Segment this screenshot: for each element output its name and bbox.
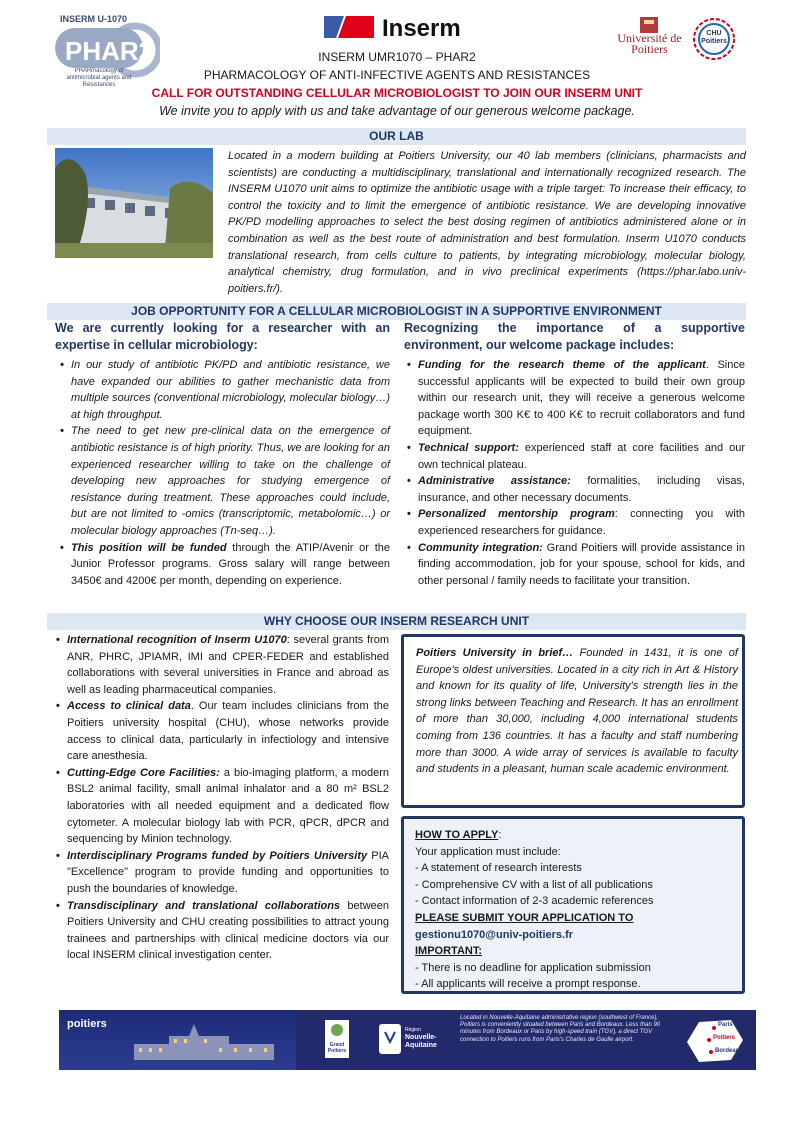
list-item: • The need to get new pre-clinical data on the emergence of antibiotic resistance is of high priority. Thus, we are looking for an experienced researcher willing to take on the challenge of developing new approaches for studying emergence of resistance during treatment. These approaches could include, but are not limited to -omics (transcriptomic, metabolomic…) or molecular biology approaches (Tn-seq…). [59, 423, 390, 539]
inserm-logo [322, 14, 474, 40]
unit-fullname: PHARMACOLOGY OF ANTI-INFECTIVE AGENTS AND RESISTANCES [203, 68, 591, 82]
lab-building-photo [55, 148, 213, 258]
list-item: • Administrative assistance: formalities, including visas, insurance, and other necessary documents. [406, 473, 745, 506]
why-list [55, 632, 389, 964]
how-to-apply-box [401, 816, 745, 994]
footer-location-text: Located in Nouvelle-Aquitaine administrative region (southwest of France), Poitiers is conveniently situated between Paris and Bordeaux. Less than 90 minutes from Bordeaux or Paris by high-speed train (TGV), a direct TGV connection to Poitiers runs from Paris's Charles de Gaulle airport. [460, 1015, 661, 1043]
phar2-logo: INSERM U-1070 PHAR2 PHARmacology of antimicrobial agents and Resistances [55, 12, 160, 92]
list-item: • Interdisciplinary Programs funded by Poitiers University PIA "Excellence" program to provide funding and opportunities to push the boundaries of knowledge. [55, 848, 389, 898]
list-item: • This position will be funded through the ATIP/Avenir or the Junior Professor programs. Gross salary will range between 3450€ and 4200€ per month, depending on experience. [59, 540, 390, 590]
apply-item: - A statement of research interests [415, 862, 582, 875]
list-item: • In our study of antibiotic PK/PD and antibiotic resistance, we have expanded our abilities to gather mechanistic data from multiple sources (conventional microbiology, molecular biology…) at high throughput. [59, 357, 390, 423]
region-logo: Nouvelle-Aquitaine [405, 1034, 437, 1049]
grand-poitiers-logo: Grand Poitiers [327, 1042, 347, 1054]
poitiers-brief-box [401, 634, 745, 808]
job-left-list [59, 357, 390, 589]
poitiers-city-logo: poitiers [67, 1018, 107, 1030]
list-item: • International recognition of Inserm U1070: several grants from ANR, PHRC, JPIAMR, IMI and CPER-FEDER and established collaborations with several universities in France and abroad as well as leading pharmaceutical companies. [55, 632, 389, 698]
svg-text:PHAR2: PHAR2 [65, 36, 154, 66]
how-to-apply-heading: HOW TO APPLY: [415, 829, 502, 841]
list-item: • Transdisciplinary and translational collaborations between Poitiers University and CHU creating possibilities to attract young trainees and partnerships with clinical medicine doctors via our local INSERM clinical investigation center. [55, 898, 389, 964]
important-note: - There is no deadline for application submission [415, 961, 651, 974]
svg-text:INSERM U-1070: INSERM U-1070 [60, 14, 128, 24]
map-label-poitiers: Poitiers [713, 1035, 736, 1041]
list-item: • Personalized mentorship program: connecting you with experienced researchers for guidance. [406, 506, 745, 539]
list-item: • Cutting-Edge Core Facilities: a bio-imaging platform, a modern BSL2 animal facility, small animal inhalator and a 80 m² BSL2 laboratories with all needed equipment and a dedicated flow cytometer. A molecular biology lab with PCR, qPCR, dPCR and sequencing by Minion technology. [55, 765, 389, 848]
job-heading: JOB OPPORTUNITY FOR A CELLULAR MICROBIOLOGIST IN A SUPPORTIVE ENVIRONMENT [47, 303, 746, 320]
list-item: • Access to clinical data. Our team includes clinicians from the Poitiers university hospital (CHU), whose networks provide access to clinical data, particularly in infectiology and intensive care anesthesia. [55, 698, 389, 764]
important-heading: IMPORTANT: [415, 945, 483, 958]
chu-poitiers-logo: CHU Poitiers [692, 17, 736, 61]
footer-banner [59, 1010, 756, 1070]
poitiers-brief-text: Poitiers University in brief… Founded in 1431, it is one of Europe's oldest universities. Located in a city rich in Art & History and known for its quality of life, University's strength lies in the strong links between Teaching and Research. It has an enrollment of more than 30,000, including 4,000 international students coming from 136 countries. It has a faculty and staff numbering more than 3000. A wide array of services is available to faculty and students in a pleasant, human scale academic environment. [416, 647, 738, 776]
map-label-bordeaux: Bordeaux [715, 1048, 743, 1054]
job-left-column [55, 320, 390, 589]
region-logo-top: Région [405, 1027, 421, 1033]
why-column [55, 632, 389, 964]
call-title: CALL FOR OUTSTANDING CELLULAR MICROBIOLOGIST TO JOIN OUR INSERM UNIT [151, 86, 643, 100]
submit-heading: PLEASE SUBMIT YOUR APPLICATION TO [415, 911, 634, 924]
universite-poitiers-logo: Université de Poitiers [612, 15, 687, 63]
map-label-paris: Paris [718, 1022, 733, 1028]
why-heading: WHY CHOOSE OUR INSERM RESEARCH UNIT [47, 613, 746, 630]
list-item: • Funding for the research theme of the applicant. Since successful applicants will be expected to build their own group within our research unit, they will receive a generous welcome package worth 300 K€ to 400 K€ to recruit collaborators and fund equipment. [406, 357, 745, 440]
job-right-list [406, 357, 745, 589]
invite-line: We invite you to apply with us and take advantage of our generous welcome package. [159, 104, 635, 118]
our-lab-text: Located in a modern building at Poitiers University, our 40 lab members (clinicians, pharmacists and scientists) are conducting a multidisciplinary, translational and internationally recognized research. The INSERM U1070 unit aims to optimize the antibiotic usage with a triple target: To increase their efficacy, to control the toxicity and to limit the emergence of antibiotic resistance. We are developing innovative PK/PD modelling approaches to select the best dosing regimen of antibiotics administered alone or in combination as well as the best route of administration and best formulation. Inserm U1070 conducts translational research, from cells culture to patients, by integrating microbiology, molecular biology, analytical chemistry, drug formulation, and in vivo preclinical experiments (https://phar.labo.univ-poitiers.fr/). [228, 150, 746, 295]
svg-text:Inserm: Inserm [382, 15, 461, 40]
list-item: • Technical support: experienced staff at core facilities and our own technical plateau. [406, 440, 745, 473]
application-email-link[interactable]: gestionu1070@univ-poitiers.fr [415, 928, 574, 941]
our-lab-heading: OUR LAB [47, 128, 746, 145]
job-right-column [404, 320, 745, 589]
unit-name: INSERM UMR1070 – PHAR2 [318, 50, 476, 64]
important-note: - All applicants will receive a prompt response. [415, 978, 641, 991]
apply-item: - Contact information of 2-3 academic references [415, 895, 654, 908]
list-item: • Community integration: Grand Poitiers will provide assistance in finding accommodation, job for your spouse, school for kids, and other personal / family needs to facilitate your transition. [406, 540, 745, 590]
apply-intro: Your application must include: [415, 845, 561, 858]
apply-item: - Comprehensive CV with a list of all publications [415, 878, 653, 891]
job-left-heading: We are currently looking for a researcher with an expertise in cellular microbiology: [55, 321, 390, 352]
job-right-heading: Recognizing the importance of a supportive environment, our welcome package includes: [404, 321, 745, 352]
